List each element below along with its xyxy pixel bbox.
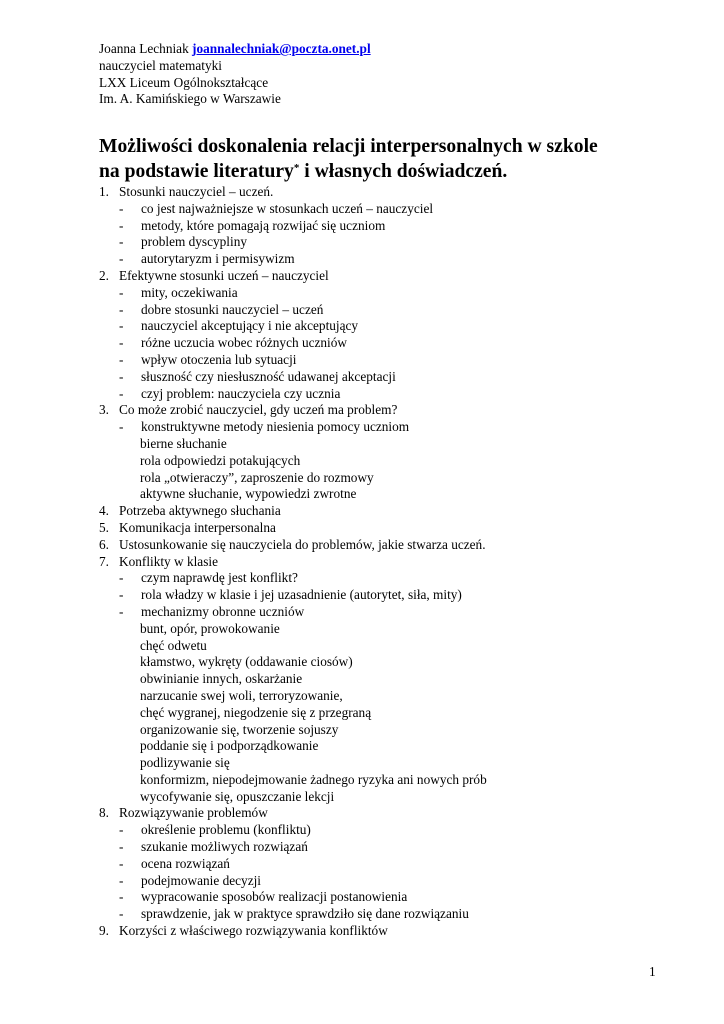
- outline-detail: [99, 755, 699, 772]
- outline-item: [99, 554, 699, 571]
- outline-detail: [99, 738, 699, 755]
- dash-bullet: -: [119, 587, 124, 603]
- dash-bullet: -: [119, 839, 124, 855]
- dash-bullet: -: [119, 419, 124, 435]
- outline-subitem: [99, 352, 699, 369]
- item-text: Stosunki nauczyciel – uczeń.: [119, 184, 274, 199]
- title-line-2b: i własnych doświadczeń.: [299, 161, 508, 182]
- dash-bullet: -: [119, 335, 124, 351]
- dash-bullet: -: [119, 200, 124, 216]
- subitem-text: metody, które pomagają rozwijać się uczniom: [141, 217, 386, 233]
- outline-detail: [99, 688, 699, 705]
- item-text: Ustosunkowanie się nauczyciela do problemów, jakie stwarza uczeń.: [119, 536, 486, 552]
- outline-item: [99, 805, 699, 822]
- item-text: Potrzeba aktywnego słuchania: [119, 503, 281, 519]
- outline-item: [99, 184, 699, 201]
- detail-text: konformizm, niepodejmowanie żadnego ryzyka ani nowych prób: [140, 771, 487, 787]
- subitem-text: wpływ otoczenia lub sytuacji: [141, 351, 297, 367]
- outline-subitem: [99, 335, 699, 352]
- dash-bullet: -: [119, 385, 124, 401]
- outline-item: [99, 503, 699, 520]
- item-text: Co może zrobić nauczyciel, gdy uczeń ma problem?: [119, 402, 398, 418]
- outline-detail: [99, 436, 699, 453]
- outline-item: [99, 520, 699, 537]
- subitem-text: nauczyciel akceptujący i nie akceptujący: [141, 318, 359, 334]
- outline-subitem: [99, 386, 699, 403]
- subitem-text: sprawdzenie, jak w praktyce sprawdziło się dane rozwiązaniu: [141, 906, 469, 922]
- item-number: 3.: [99, 402, 109, 418]
- outline-subitem: [99, 587, 699, 604]
- outline-detail: [99, 772, 699, 789]
- detail-text: rola odpowiedzi potakujących: [140, 452, 301, 468]
- outline-detail: [99, 486, 699, 503]
- dash-bullet: -: [119, 855, 124, 871]
- document-title: [99, 134, 699, 184]
- dash-bullet: -: [119, 906, 124, 922]
- item-number: 5.: [99, 519, 109, 535]
- subitem-text: co jest najważniejsze w stosunkach uczeń – nauczyciel: [141, 200, 434, 216]
- footnote-mark: *: [293, 162, 300, 174]
- detail-text: narzucanie swej woli, terroryzowanie,: [140, 687, 343, 703]
- subitem-text: konstruktywne metody niesienia pomocy uczniom: [141, 419, 410, 435]
- item-number: 6.: [99, 536, 109, 552]
- outline-item: [99, 923, 699, 940]
- detail-text: bierne słuchanie: [140, 435, 227, 451]
- item-number: 9.: [99, 923, 109, 939]
- outline-subitem: [99, 318, 699, 335]
- outline-subitem: [99, 839, 699, 856]
- item-text: Korzyści z właściwego rozwiązywania konfliktów: [119, 923, 388, 939]
- outline-subitem: [99, 419, 699, 436]
- subitem-text: autorytaryzm i permisywizm: [141, 251, 295, 267]
- outline-subitem: [99, 234, 699, 251]
- detail-text: rola „otwieraczy”, zaproszenie do rozmowy: [140, 469, 374, 485]
- outline-item: [99, 402, 699, 419]
- detail-text: wycofywanie się, opuszczanie lekcji: [140, 788, 335, 804]
- dash-bullet: -: [119, 301, 124, 317]
- outline-subitem: [99, 822, 699, 839]
- outline-list: [99, 184, 699, 940]
- outline-subitem: [99, 369, 699, 386]
- subitem-text: czyj problem: nauczyciela czy ucznia: [141, 385, 341, 401]
- detail-text: bunt, opór, prowokowanie: [140, 620, 280, 636]
- item-number: 7.: [99, 553, 109, 569]
- detail-text: kłamstwo, wykręty (oddawanie ciosów): [140, 654, 353, 670]
- school-name: LXX Liceum Ogólnokształcące: [99, 74, 269, 90]
- dash-bullet: -: [119, 603, 124, 619]
- outline-subitem: [99, 889, 699, 906]
- subitem-text: szukanie możliwych rozwiązań: [141, 839, 308, 855]
- subitem-text: wypracowanie sposobów realizacji postanowienia: [141, 889, 408, 905]
- item-number: 1.: [99, 184, 109, 199]
- outline-subitem: [99, 201, 699, 218]
- author-header: [99, 41, 371, 108]
- outline-detail: [99, 453, 699, 470]
- subitem-text: ocena rozwiązań: [141, 855, 230, 871]
- title-line-1: Możliwości doskonalenia relacji interpersonalnych w szkole: [99, 136, 598, 157]
- detail-text: chęć wygranej, niegodzenie się z przegraną: [140, 704, 372, 720]
- outline-detail: [99, 705, 699, 722]
- detail-text: poddanie się i podporządkowanie: [140, 738, 319, 754]
- outline-subitem: [99, 604, 699, 621]
- item-text: Komunikacja interpersonalna: [119, 519, 276, 535]
- subitem-text: określenie problemu (konfliktu): [141, 822, 311, 838]
- subitem-text: podejmowanie decyzji: [141, 872, 261, 888]
- dash-bullet: -: [119, 318, 124, 334]
- page-number: 1: [649, 964, 656, 979]
- item-number: 4.: [99, 503, 109, 519]
- outline-subitem: [99, 302, 699, 319]
- subitem-text: słuszność czy niesłuszność udawanej akceptacji: [141, 368, 396, 384]
- outline-detail: [99, 621, 699, 638]
- subitem-text: rola władzy w klasie i jej uzasadnienie (autorytet, siła, mity): [141, 587, 462, 603]
- subitem-text: problem dyscypliny: [141, 234, 247, 250]
- subitem-text: mechanizmy obronne uczniów: [141, 603, 305, 619]
- dash-bullet: -: [119, 889, 124, 905]
- outline-item: [99, 268, 699, 285]
- outline-subitem: [99, 570, 699, 587]
- subitem-text: mity, oczekiwania: [141, 284, 238, 300]
- outline-subitem: [99, 251, 699, 268]
- outline-detail: [99, 470, 699, 487]
- dash-bullet: -: [119, 822, 124, 838]
- outline-subitem: [99, 285, 699, 302]
- dash-bullet: -: [119, 217, 124, 233]
- outline-detail: [99, 789, 699, 806]
- item-text: Rozwiązywanie problemów: [119, 805, 268, 821]
- dash-bullet: -: [119, 251, 124, 267]
- outline-detail: [99, 638, 699, 655]
- item-number: 2.: [99, 267, 109, 283]
- subitem-text: czym naprawdę jest konflikt?: [141, 570, 298, 586]
- dash-bullet: -: [119, 234, 124, 250]
- dash-bullet: -: [119, 872, 124, 888]
- title-line-2a: na podstawie literatury: [99, 161, 294, 182]
- outline-item: [99, 537, 699, 554]
- item-number: 8.: [99, 805, 109, 821]
- dash-bullet: -: [119, 570, 124, 586]
- detail-text: podlizywanie się: [140, 755, 230, 771]
- outline-detail: [99, 722, 699, 739]
- outline-subitem: [99, 218, 699, 235]
- outline-subitem: [99, 873, 699, 890]
- detail-text: aktywne słuchanie, wypowiedzi zwrotne: [140, 486, 357, 502]
- dash-bullet: -: [119, 368, 124, 384]
- school-patron: Im. A. Kamińskiego w Warszawie: [99, 91, 281, 107]
- detail-text: organizowanie się, tworzenie sojuszy: [140, 721, 339, 737]
- outline-subitem: [99, 906, 699, 923]
- detail-text: chęć odwetu: [140, 637, 207, 653]
- outline-detail: [99, 671, 699, 688]
- author-line: [99, 41, 371, 58]
- subitem-text: różne uczucia wobec różnych uczniów: [141, 335, 347, 351]
- item-text: Efektywne stosunki uczeń – nauczyciel: [119, 267, 329, 283]
- dash-bullet: -: [119, 351, 124, 367]
- subitem-text: dobre stosunki nauczyciel – uczeń: [141, 301, 324, 317]
- author-email-link[interactable]: joannalechniak@poczta.onet.pl: [192, 41, 371, 56]
- dash-bullet: -: [119, 284, 124, 300]
- item-text: Konflikty w klasie: [119, 553, 218, 569]
- outline-subitem: [99, 856, 699, 873]
- detail-text: obwinianie innych, oskarżanie: [140, 671, 303, 687]
- author-name: Joanna Lechniak: [99, 41, 189, 56]
- outline-detail: [99, 654, 699, 671]
- author-role: nauczyciel matematyki: [99, 57, 222, 73]
